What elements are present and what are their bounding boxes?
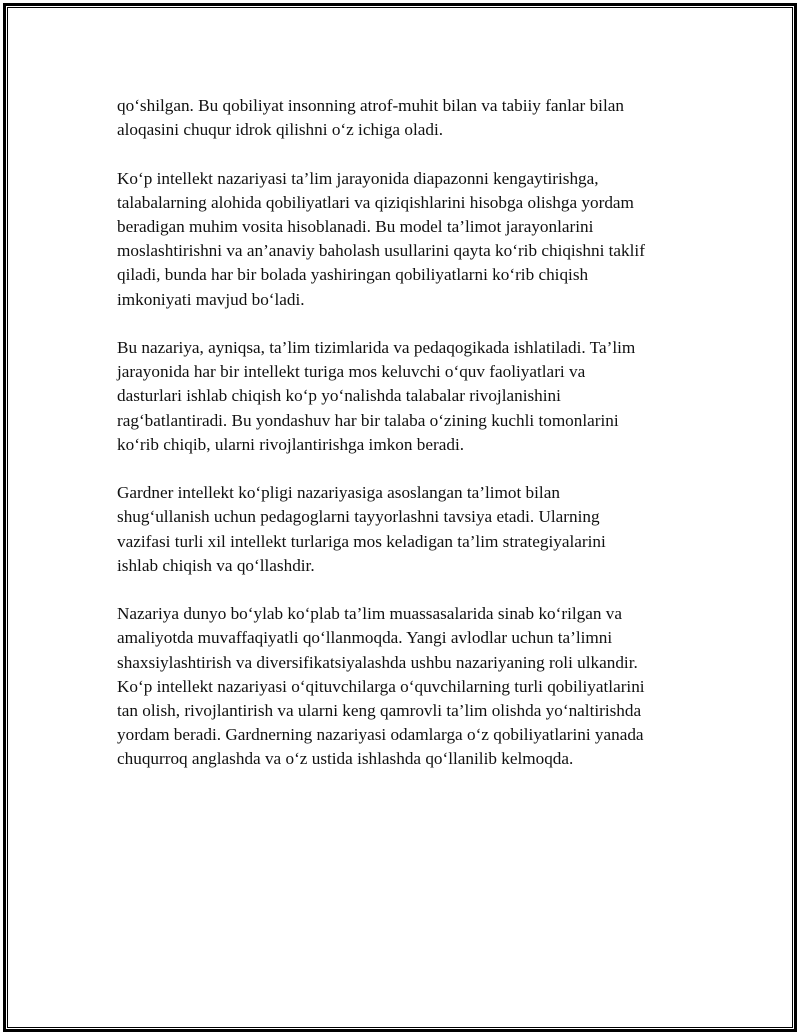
paragraph-2: Ko‘p intellekt nazariyasi ta’lim jarayonida diapazonni kengaytirishga, talabalarning alohida qobiliyatlari va qiziqishlarini hisobga olishga yordam beradigan muhim vosita hisoblanadi. Bu model ta’limot jarayonlarini moslashtirishni va an’anaviy baholash usullarini qayta ko‘rib chiqishni taklif qiladi, bunda har bir bolada yashiringan qobiliyatlarni ko‘rib chiqish imkoniyati mavjud bo‘ladi.: [117, 168, 645, 309]
paragraph-5: Nazariya dunyo bo‘ylab ko‘plab ta’lim muassasalarida sinab ko‘rilgan va amaliyotda muvaffaqiyatli qo‘llanmoqda. Yangi avlodlar uchun ta’limni shaxsiylashtirish va diversifikatsiyalashda ushbu nazariyaning roli ulkandir. Ko‘p intellekt nazariyasi o‘qituvchilarga o‘quvchilarning turli qobiliyatlarini tan olish, rivojlantirish va ularni keng qamrovli ta’lim olishda yo‘naltirishda yordam beradi. Gardnerning nazariyasi odamlarga o‘z qobiliyatlarini yanada chuqurroq anglashda va o‘z ustida ishlashda qo‘llanilib kelmoqda.: [117, 604, 645, 769]
paragraph-3: Bu nazariya, ayniqsa, ta’lim tizimlarida va pedaqogikada ishlatiladi. Ta’lim jarayonida har bir intellekt turiga mos keluvchi o‘quv faoliyatlari va dasturlari ishlab chiqish ko‘p yo‘nalishda talabalar rivojlanishini rag‘batlantiradi. Bu yondashuv har bir talaba o‘zining kuchli tomonlarini ko‘rib chiqib, ularni rivojlantirishga imkon beradi.: [117, 338, 636, 454]
document-body: [117, 94, 692, 796]
paragraph-1: qo‘shilgan. Bu qobiliyat insonning atrof-muhit bilan va tabiiy fanlar bilan aloqasini chuqur idrok qilishni o‘z ichiga oladi.: [117, 96, 624, 140]
paragraph-4: Gardner intellekt ko‘pligi nazariyasiga asoslangan ta’limot bilan shug‘ullanish uchun pedagoglarni tayyorlashni tavsiya etadi. Ularning vazifasi turli xil intellekt turlariga mos keladigan ta’lim strategiyalarini ishlab chiqish va qo‘llashdir.: [117, 483, 606, 575]
